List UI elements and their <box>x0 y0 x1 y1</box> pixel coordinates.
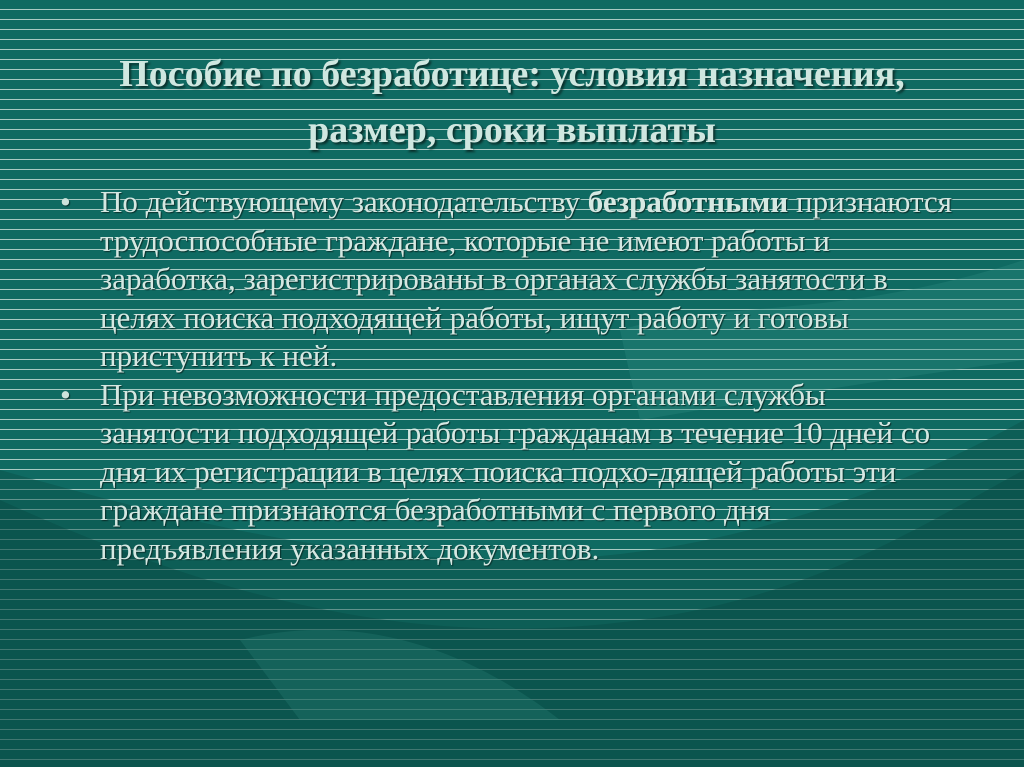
bullet-text <box>100 184 952 373</box>
slide-title: Пособие по безработице: условия назначения, размер, сроки выплаты <box>119 53 905 151</box>
bullet-text: При невозможности предоставления органами службы занятости подходящей работы гражданам в течение 10 дней со дня их регистрации в целях поиска подхо-дящей работы эти граждане признаются безработными с первого дня предъявления указанных документов. <box>100 376 931 566</box>
bullet-item <box>56 376 956 569</box>
bullet-marker: • <box>60 184 71 219</box>
bullet-marker: • <box>60 376 71 412</box>
bullet-list <box>56 183 956 568</box>
bullet-text-lead: По действующему законодательству <box>100 184 588 219</box>
bullet-text-rest: признаются трудоспособные граждане, которые не имеют работы и заработка, зарегистрированы в органах службы занятости в целях поиска подходящей работы, ищут работу и готовы приступить к ней. <box>100 184 952 373</box>
bullet-item <box>56 183 956 376</box>
bullet-text-bold: безработными <box>587 184 789 219</box>
